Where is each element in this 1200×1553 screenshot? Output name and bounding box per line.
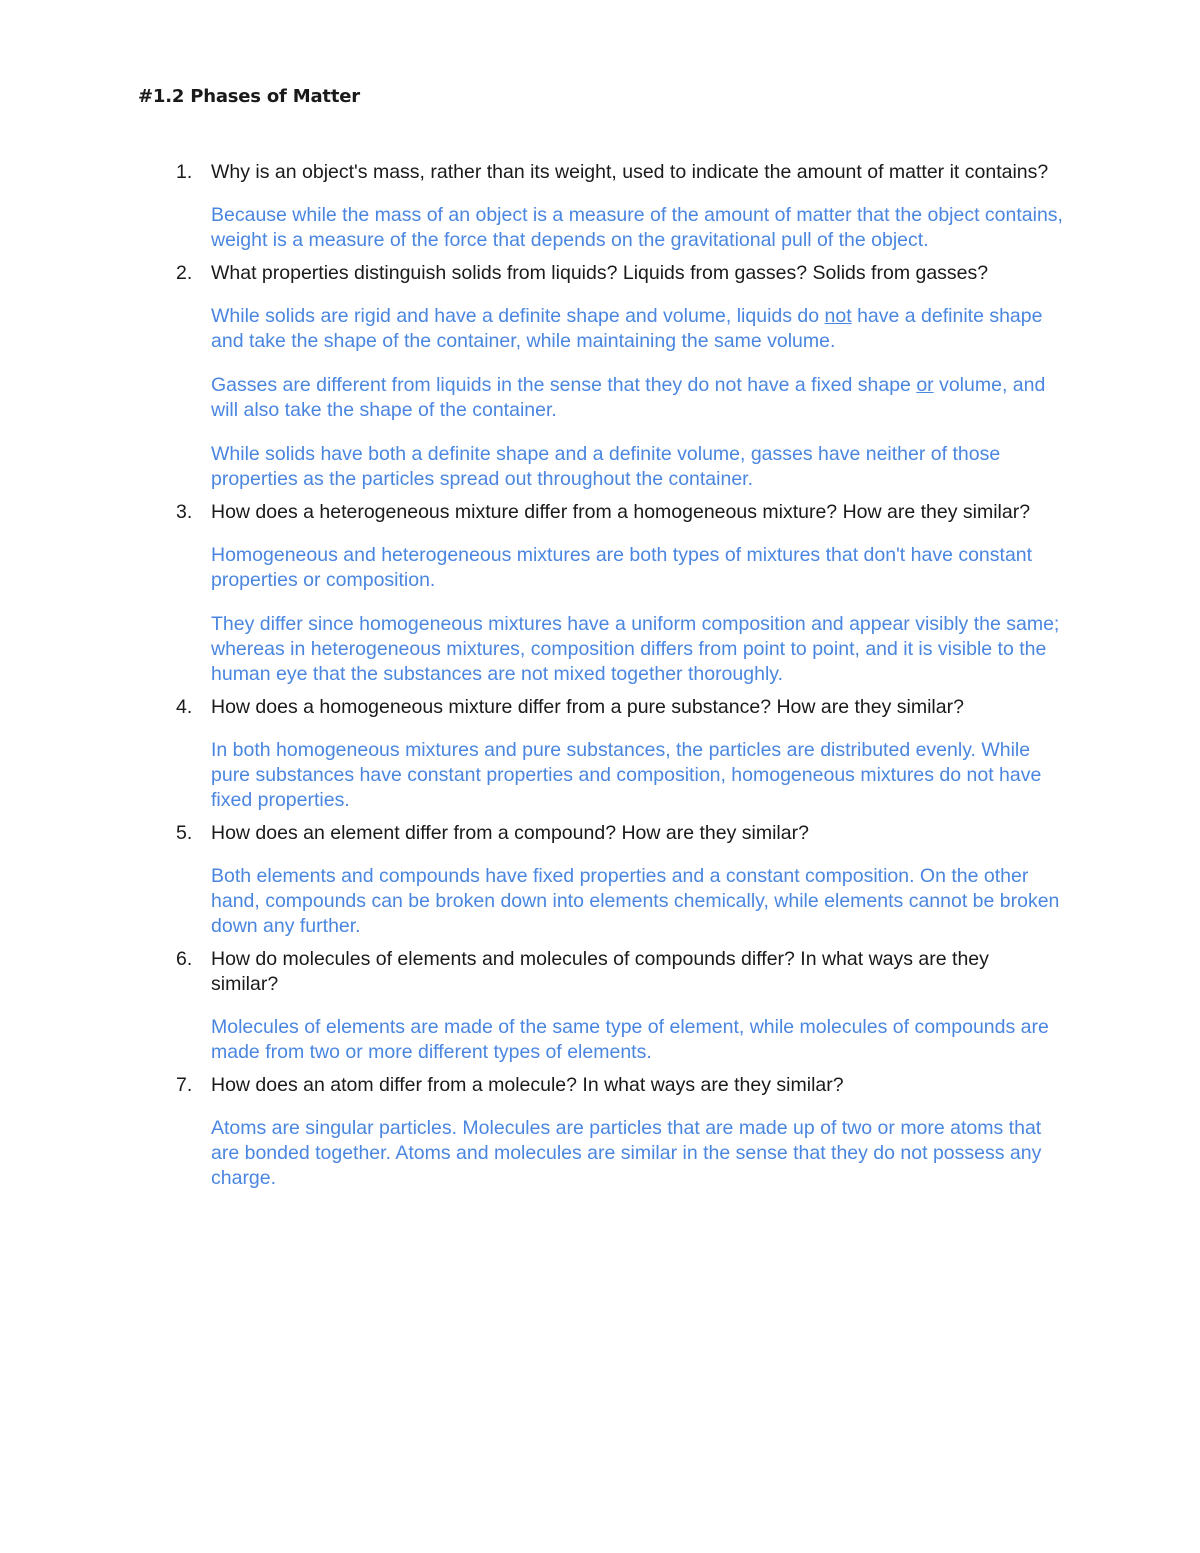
question-text: How does a heterogeneous mixture differ from a homogeneous mixture? How are they similar? bbox=[211, 501, 1031, 523]
answer-text: Because while the mass of an object is a measure of the amount of matter that the object contains, weight is a measure of the force that depends on the gravitational pull of the object. bbox=[211, 204, 1063, 251]
answer-text: Atoms are singular particles. Molecules are particles that are made up of two or more atoms that are bonded together. Atoms and molecules are similar in the sense that they do not possess any charge. bbox=[211, 1117, 1042, 1189]
question-list bbox=[0, 160, 1200, 1199]
question-number: 4. bbox=[176, 696, 193, 718]
question-number: 6. bbox=[176, 948, 193, 970]
question-item bbox=[0, 695, 1200, 813]
underlined-word: not bbox=[824, 305, 852, 327]
question-text: Why is an object's mass, rather than its weight, used to indicate the amount of matter it contains? bbox=[211, 161, 1049, 183]
answer-text: Gasses are different from liquids in the sense that they do not have a fixed shape or volume, and will also take the shape of the container. bbox=[211, 374, 1046, 421]
question-text: What properties distinguish solids from liquids? Liquids from gasses? Solids from gasses? bbox=[211, 262, 989, 284]
question-text: How does an atom differ from a molecule? In what ways are they similar? bbox=[211, 1074, 844, 1096]
question-number: 5. bbox=[176, 822, 193, 844]
answer-text: Both elements and compounds have fixed properties and a constant composition. On the other hand, compounds can be broken down into elements chemically, while elements cannot be broken down any further. bbox=[211, 865, 1060, 937]
question-number: 1. bbox=[176, 161, 193, 183]
question-item bbox=[0, 947, 1200, 1065]
answer-text: Molecules of elements are made of the same type of element, while molecules of compounds are made from two or more different types of elements. bbox=[211, 1016, 1049, 1063]
question-item bbox=[0, 160, 1200, 253]
question-number: 2. bbox=[176, 262, 193, 284]
question-item bbox=[0, 261, 1200, 492]
answer-text: In both homogeneous mixtures and pure substances, the particles are distributed evenly. While pure substances have constant properties and composition, homogeneous mixtures do not have fixed properties. bbox=[211, 739, 1042, 811]
question-number: 3. bbox=[176, 501, 193, 523]
question-item bbox=[0, 500, 1200, 687]
question-item bbox=[0, 821, 1200, 939]
answer-text: While solids have both a definite shape and a definite volume, gasses have neither of those properties as the particles spread out throughout the container. bbox=[211, 443, 1001, 490]
document-title: #1.2 Phases of Matter bbox=[138, 86, 360, 107]
question-number: 7. bbox=[176, 1074, 193, 1096]
underlined-word: or bbox=[916, 374, 934, 396]
question-text: How does an element differ from a compound? How are they similar? bbox=[211, 822, 809, 844]
answer-text: Homogeneous and heterogeneous mixtures are both types of mixtures that don't have constant properties or composition. bbox=[211, 544, 1033, 591]
question-text: How do molecules of elements and molecules of compounds differ? In what ways are they similar? bbox=[211, 948, 989, 995]
answer-text: They differ since homogeneous mixtures have a uniform composition and appear visibly the same; whereas in heterogeneous mixtures, composition differs from point to point, and it is visible to the human eye that the substances are not mixed together thoroughly. bbox=[211, 613, 1060, 685]
answer-text: While solids are rigid and have a definite shape and volume, liquids do not have a definite shape and take the shape of the container, while maintaining the same volume. bbox=[211, 305, 1043, 352]
question-item bbox=[0, 1073, 1200, 1191]
question-text: How does a homogeneous mixture differ from a pure substance? How are they similar? bbox=[211, 696, 964, 718]
